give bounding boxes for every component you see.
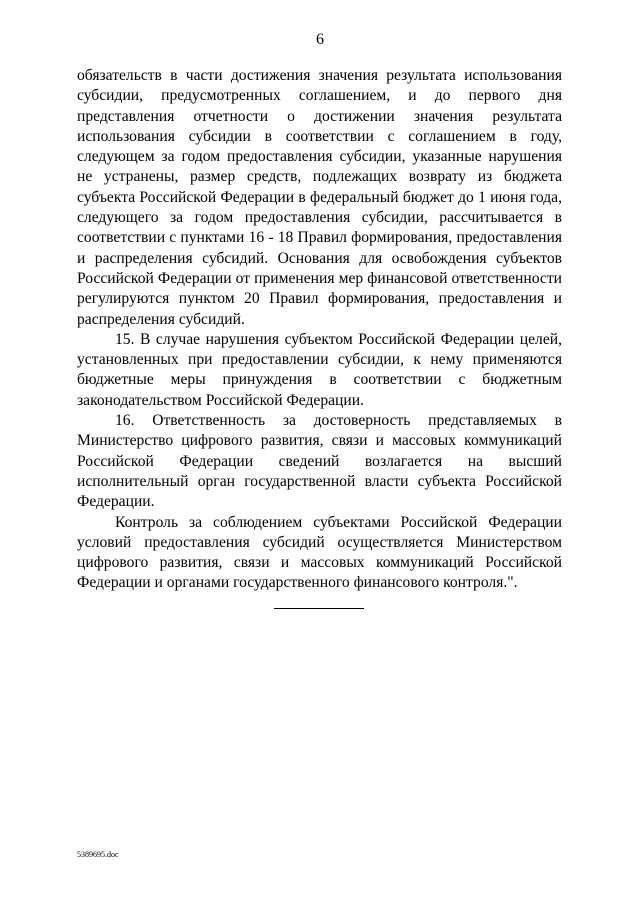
document-body — [77, 66, 562, 594]
file-reference: 5389695.doc — [77, 850, 119, 859]
paragraph-item-16: 16. Ответственность за достоверность представляемых в Министерство цифрового развития, связи и массовых коммуникаций Российской Федерации сведений возлагается на высший исполнительный орган государственной власти субъекта Российской Федерации. — [77, 412, 562, 511]
page-number: 6 — [316, 31, 324, 48]
paragraph-continuation: обязательств в части достижения значения результата использования субсидии, предусмотренных соглашением, и до первого дня представления отчетности о достижении значения результата использования субсидии в соответствии с соглашением в году, следующем за годом предоставления субсидии, указанные нарушения не устранены, размер средств, подлежащих возврату из бюджета субъекта Российской Федерации в федеральный бюджет до 1 июня года, следующего за годом предоставления субсидии, рассчитывается в соответствии с пунктами 16 - 18 Правил формирования, предоставления и распределения субсидий. Основания для освобождения субъектов Российской Федерации от применения мер финансовой ответственности регулируются пунктом 20 Правил формирования, предоставления и распределения субсидий. — [77, 67, 562, 328]
end-divider-line — [274, 608, 364, 609]
paragraph-item-15: 15. В случае нарушения субъектом Российской Федерации целей, установленных при предоставлении субсидии, к нему применяются бюджетные меры принуждения в соответствии с бюджетным законодательством Российской Федерации. — [77, 330, 562, 409]
paragraph-control: Контроль за соблюдением субъектами Российской Федерации условий предоставления субсидий осуществляется Министерством цифрового развития, связи и массовых коммуникаций Российской Федерации и органами государственного финансового контроля.". — [77, 513, 562, 592]
